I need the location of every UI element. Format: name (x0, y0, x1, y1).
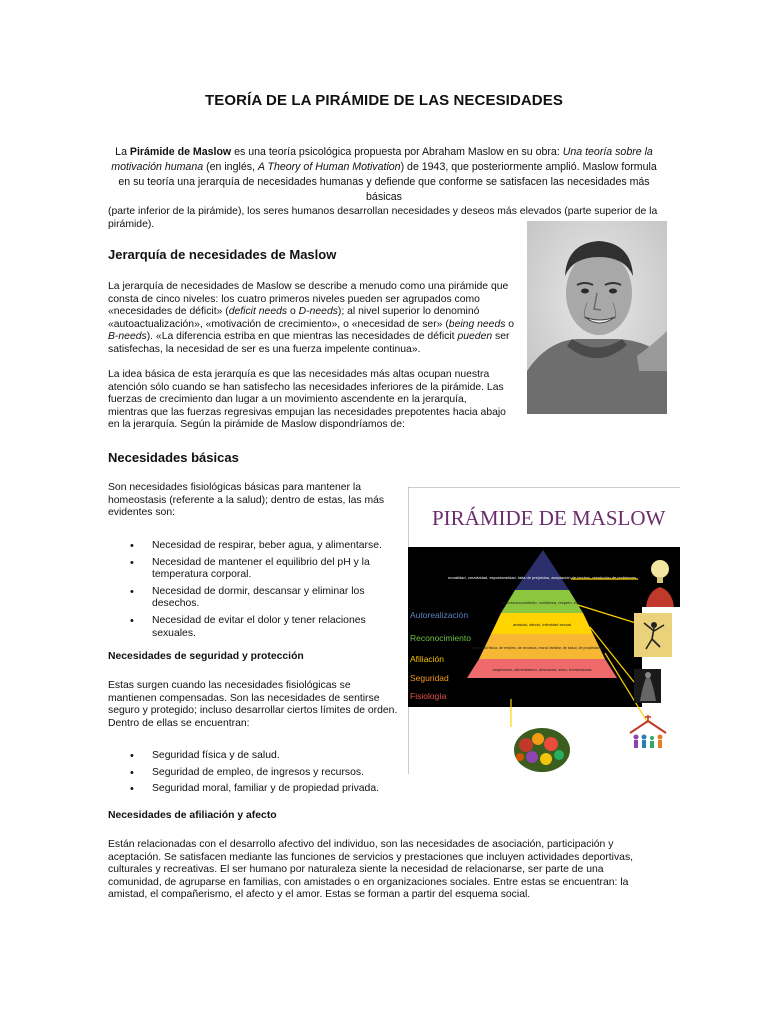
page-title: TEORÍA DE LA PIRÁMIDE DE LAS NECESIDADES (205, 92, 563, 109)
section-heading-jerarquia: Jerarquía de necesidades de Maslow (108, 247, 337, 262)
maslow-pyramid-image (408, 487, 680, 774)
list-item: • Necesidad de mantener el equilibrio del pH y la temperatura corporal. (108, 557, 390, 582)
list-item: • Necesidad de dormir, descansar y eliminar los desechos. (108, 586, 390, 611)
band-text-seguridad: seguridad física, de empleo, de recursos, moral, familiar, de salud, de propiedad privada (471, 646, 613, 650)
list-item: • Necesidad de respirar, beber agua, y alimentarse. (108, 540, 390, 553)
band-text-afiliacion: amistad, afecto, intimidad sexual (512, 622, 572, 627)
jerarquia-paragraph-2: La idea básica de esta jerarquía es que las necesidades más altas ocupan nuestra atención sólo cuando se han satisfecho las necesidades inferiores de la pirámide. Las fuerzas de crecimiento dan lugar a un movimiento ascendente en la jerarquía, mientras que las fuerzas regresivas empujan las necesidades prepotentes hacia abajo en la jerarquía. Según la pirámide de Maslow dispondríamos de: (108, 369, 506, 431)
food-icon (514, 728, 570, 772)
maslow-portrait-illustration (527, 221, 667, 414)
subheading-seguridad: Necesidades de seguridad y protección (108, 651, 304, 662)
intro-paragraph: La Pirámide de Maslow es una teoría psicológica propuesta por Abraham Maslow en su obra: Una teoría sobre la motivación humana (en inglés, A Theory of Human Motivation) de 1943, que posteriormente amplió. Maslow formula en su teoría una jerarquía de necesidades humanas y defiende que conforme se satisfacen las necesidades más básicas (111, 146, 657, 203)
maslow-photo (527, 221, 667, 414)
affiliation-icon (634, 669, 661, 703)
level-label-fisiologia: Fisiología (410, 691, 447, 701)
list-item: • Necesidad de evitar el dolor y tener relaciones sexuales. (108, 615, 390, 640)
band-text-autorealizacion: moralidad, creatividad, espontaneidad, falta de prejuicios, aceptación de hechos, resolución de problemas (448, 575, 636, 580)
recognition-icon (634, 613, 672, 657)
section-heading-basicas: Necesidades básicas (108, 450, 239, 465)
band-text-reconocimiento: autoreconocimiento, confianza, respeto, éxito (501, 600, 583, 605)
seguridad-intro: Estas surgen cuando las necesidades fisiológicas se mantienen compensadas. Son las necesidades de sentirse seguro y protegido; incluso desarrollar ciertos límites de orden. Dentro de ellas se encuentran: (108, 680, 398, 729)
subheading-afiliacion: Necesidades de afiliación y afecto (108, 810, 277, 821)
pyramid-figure (408, 487, 680, 774)
level-label-reconocimiento: Reconocimiento (410, 633, 471, 643)
pyramid-title: PIRÁMIDE DE MASLOW (432, 506, 666, 530)
band-text-fisiologia: respiración, alimentación, descanso, sexo, homeostasis (492, 667, 592, 672)
level-label-seguridad: Seguridad (410, 673, 449, 683)
level-label-autorealizacion: Autorealización (410, 610, 469, 620)
basicas-list (108, 540, 390, 644)
seguridad-list (108, 750, 398, 800)
intro-continuation: (parte inferior de la pirámide), los seres humanos desarrollan necesidades y deseos más elevados (parte superior de la pirámide). (108, 206, 658, 230)
basicas-intro: Son necesidades fisiológicas básicas para mantener la homeostasis (referente a la salud); dentro de estas, las más evidentes son: (108, 482, 385, 519)
jerarquia-paragraph-1: La jerarquía de necesidades de Maslow se describe a menudo como una pirámide que consta de cinco niveles: los cuatro primeros niveles pueden ser agrupados como «necesidades de déficit» (deficit needs o D-needs); al nivel superior lo denominó «autoactualización», «motivación de crecimiento», o «necesidad de ser» (being needs o B-needs). «La diferencia estriba en que mientras las necesidades de déficit pueden ser satisfechas, la necesidad de ser es una fuerza impelente continua». (108, 281, 515, 355)
list-item: • Seguridad moral, familiar y de propiedad privada. (108, 783, 398, 796)
list-item: • Seguridad física y de salud. (108, 750, 398, 763)
afiliacion-paragraph: Están relacionadas con el desarrollo afectivo del individuo, son las necesidades de asociación, participación y aceptación. Se satisfacen mediante las funciones de servicios y prestaciones que incluyen actividades deportivas, culturales y recreativas. El ser humano por naturaleza siente la necesidad de relacionarse, ser parte de una comunidad, de agruparse en familias, con amistades o en organizaciones sociales. Entre estas se encuentran: la amistad, el compañerismo, el afecto y el amor. Estas se forman a partir del esquema social. (108, 839, 634, 901)
list-item: • Seguridad de empleo, de ingresos y recursos. (108, 767, 398, 780)
level-label-afiliacion: Afiliación (410, 654, 445, 664)
self-actualization-icon (638, 547, 680, 607)
